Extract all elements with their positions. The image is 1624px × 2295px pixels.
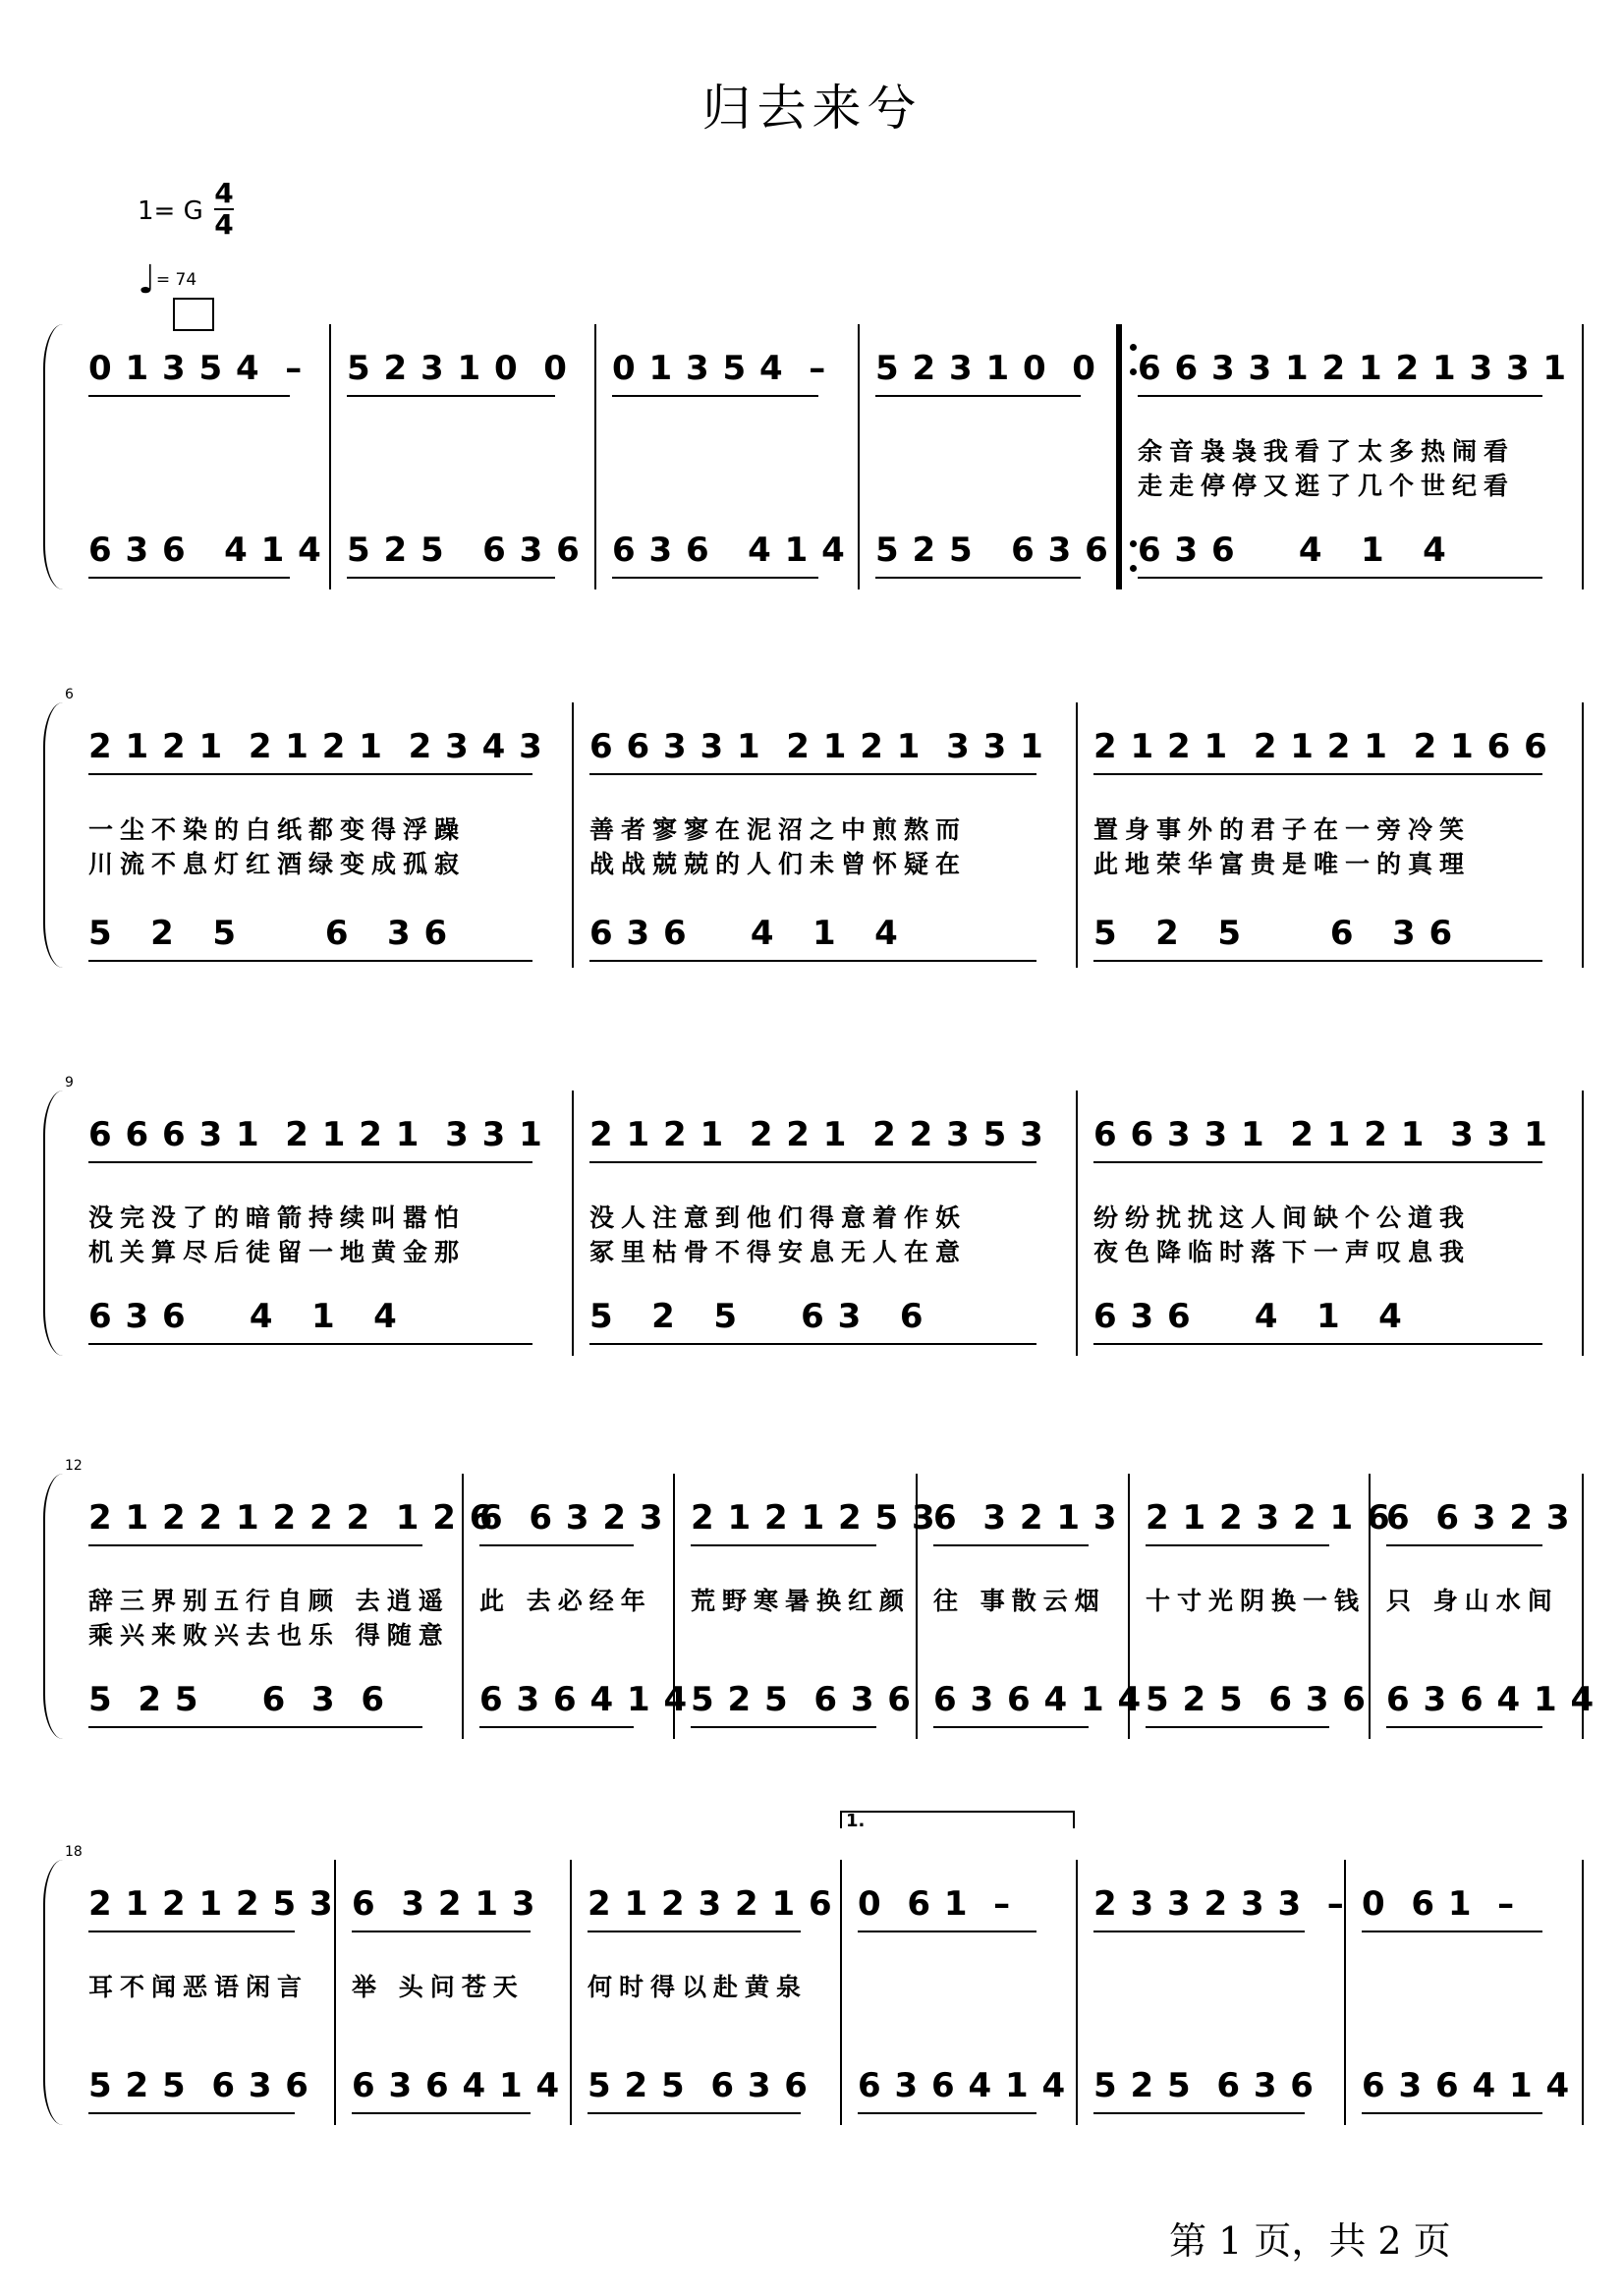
bass-notes: 6 3 6 4 1 4 — [589, 914, 899, 953]
lyrics-verse-2: 川流不息灯红酒绿变成孤寂 — [88, 850, 467, 878]
bass-notes: 6 3 6 4 1 4 — [933, 1680, 1143, 1719]
bass-underline — [479, 1726, 634, 1728]
beam-underline — [1146, 1544, 1329, 1546]
barline — [1582, 324, 1584, 589]
barline — [1582, 1091, 1584, 1356]
bass-notes: 5 2 5 6 3 6 — [347, 531, 581, 570]
lyrics-verse-1: 置身事外的君子在一旁冷笑 — [1093, 815, 1472, 844]
melody-notes: 2 1 2 3 2 1 6 — [1146, 1498, 1391, 1538]
page-number: 第 1 页，共 2 页 — [1169, 2219, 1451, 2263]
system-number: 6 — [65, 687, 74, 702]
beam-underline — [1093, 773, 1542, 775]
melody-notes: 6 6 3 3 1 2 1 2 1 3 3 1 — [589, 727, 1044, 766]
bass-notes: 5 2 5 6 3 6 — [88, 1680, 385, 1719]
barline — [840, 1860, 842, 2125]
lyrics-verse-1: 辞三界别五行自顾 去逍遥 — [88, 1587, 450, 1615]
melody-notes: 2 1 2 2 1 2 2 2 1 2 6 — [88, 1498, 494, 1538]
melody-notes: 5 2 3 1 0 0 — [875, 349, 1096, 388]
bass-notes: 5 2 5 6 3 6 — [88, 2066, 309, 2105]
system-brace — [43, 1860, 63, 2125]
bass-notes: 5 2 5 6 3 6 — [875, 531, 1109, 570]
beam-underline — [88, 1931, 295, 1932]
repeat-dot — [1130, 565, 1137, 572]
melody-notes: 6 6 3 3 1 2 1 2 1 3 3 1 — [1138, 349, 1568, 388]
time-signature — [212, 179, 236, 240]
repeat-dot — [1130, 368, 1137, 375]
bass-notes: 6 3 6 4 1 4 — [352, 2066, 561, 2105]
lyrics-verse-2: 夜色降临时落下一声叹息我 — [1093, 1238, 1472, 1266]
bass-underline — [1362, 2112, 1542, 2114]
bass-underline — [933, 1726, 1089, 1728]
melody-notes: 6 6 3 2 3 — [479, 1498, 664, 1538]
key-signature: 1= G — [138, 196, 203, 226]
bass-underline — [1386, 1726, 1542, 1728]
bass-notes: 5 2 5 6 3 6 — [88, 914, 449, 953]
lyrics-verse-1: 何时得以赴黄泉 — [588, 1973, 809, 2001]
beam-underline — [1093, 1161, 1542, 1163]
bass-underline — [1093, 1343, 1542, 1345]
melody-notes: 2 1 2 1 2 1 2 1 2 1 6 6 — [1093, 727, 1548, 766]
bass-notes: 5 2 5 6 3 6 — [1093, 914, 1454, 953]
lyrics-verse-1: 没完没了的暗箭持续叫嚣怕 — [88, 1203, 467, 1232]
lyrics-verse-1: 没人注意到他们得意着作妖 — [589, 1203, 968, 1232]
bass-underline — [88, 2112, 295, 2114]
melody-notes: 0 6 1 – — [1362, 1884, 1516, 1924]
beam-underline — [352, 1931, 531, 1932]
bass-underline — [588, 2112, 801, 2114]
bass-underline — [88, 577, 290, 579]
beam-underline — [88, 1161, 532, 1163]
bass-notes: 5 2 5 6 3 6 — [691, 1680, 912, 1719]
bass-underline — [691, 1726, 876, 1728]
barline — [572, 702, 574, 968]
melody-notes: 6 6 3 2 3 — [1386, 1498, 1571, 1538]
beam-underline — [691, 1544, 876, 1546]
barline — [572, 1091, 574, 1356]
system-number: 12 — [65, 1458, 83, 1474]
bass-underline — [88, 1726, 422, 1728]
bass-notes: 6 3 6 4 1 4 — [1138, 531, 1447, 570]
bass-underline — [612, 577, 818, 579]
quarter-note-icon: ♩ — [138, 257, 156, 303]
lyrics-verse-1: 纷纷扰扰这人间缺个公道我 — [1093, 1203, 1472, 1232]
lyrics-verse-2: 此地荣华富贵是唯一的真理 — [1093, 850, 1472, 878]
beam-underline — [1138, 395, 1542, 397]
barline — [334, 1860, 336, 2125]
barline — [858, 324, 860, 589]
beam-underline — [612, 395, 818, 397]
bass-notes: 5 2 5 6 3 6 — [1093, 2066, 1315, 2105]
beam-underline — [1093, 1931, 1305, 1932]
lyrics-verse-1: 往 事散云烟 — [933, 1587, 1106, 1615]
beam-underline — [933, 1544, 1089, 1546]
system-brace — [43, 1474, 63, 1739]
beam-underline — [479, 1544, 634, 1546]
system-number: 9 — [65, 1075, 74, 1091]
bass-underline — [88, 960, 532, 962]
lyrics-verse-1: 荒野寒暑换红颜 — [691, 1587, 912, 1615]
melody-notes: 2 1 2 1 2 1 2 1 2 3 4 3 — [88, 727, 543, 766]
lyrics-verse-1: 十寸光阴换一钱 — [1146, 1587, 1367, 1615]
bass-notes: 6 3 6 4 1 4 — [1093, 1297, 1403, 1336]
melody-notes: 6 6 3 3 1 2 1 2 1 3 3 1 — [1093, 1115, 1548, 1154]
lyrics-verse-2: 走走停停又逛了几个世纪看 — [1138, 472, 1516, 500]
bass-underline — [1138, 577, 1542, 579]
barline — [1582, 1860, 1584, 2125]
rehearsal-box — [173, 298, 214, 331]
melody-notes: 2 1 2 3 2 1 6 — [588, 1884, 833, 1924]
bass-underline — [875, 577, 1081, 579]
repeat-dot — [1130, 344, 1137, 351]
repeat-dot — [1130, 540, 1137, 547]
bass-notes: 5 2 5 6 3 6 — [589, 1297, 924, 1336]
melody-notes: 6 3 2 1 3 — [352, 1884, 536, 1924]
melody-notes: 6 6 6 3 1 2 1 2 1 3 3 1 — [88, 1115, 543, 1154]
beam-underline — [88, 773, 532, 775]
lyrics-verse-2: 机关算尽后徒留一地黄金那 — [88, 1238, 467, 1266]
meter-top: 4 — [214, 177, 234, 209]
beam-underline — [1386, 1544, 1542, 1546]
beam-underline — [589, 773, 1036, 775]
bass-underline — [1093, 960, 1542, 962]
barline — [594, 324, 596, 589]
bass-underline — [1093, 2112, 1305, 2114]
beam-underline — [88, 1544, 422, 1546]
system-number: 18 — [65, 1844, 83, 1860]
barline — [1582, 702, 1584, 968]
melody-notes: 5 2 3 1 0 0 — [347, 349, 568, 388]
bass-notes: 6 3 6 4 1 4 — [858, 2066, 1067, 2105]
bass-underline — [88, 1343, 532, 1345]
bass-underline — [858, 2112, 1036, 2114]
melody-notes: 0 1 3 5 4 – — [612, 349, 827, 388]
beam-underline — [588, 1931, 801, 1932]
lyrics-verse-2: 战战兢兢的人们未曾怀疑在 — [589, 850, 968, 878]
volta-label: 1. — [846, 1811, 866, 1831]
lyrics-verse-1: 此 去必经年 — [479, 1587, 652, 1615]
barline — [1076, 702, 1078, 968]
beam-underline — [858, 1931, 1036, 1932]
beam-underline — [875, 395, 1081, 397]
volta-bracket — [840, 1811, 1075, 1828]
bass-notes: 6 3 6 4 1 4 — [88, 1297, 398, 1336]
melody-notes: 2 1 2 1 2 5 3 — [88, 1884, 334, 1924]
barline — [329, 324, 331, 589]
barline — [570, 1860, 572, 2125]
beam-underline — [1362, 1931, 1542, 1932]
bass-notes: 5 2 5 6 3 6 — [588, 2066, 809, 2105]
bass-underline — [347, 577, 555, 579]
meter-bottom: 4 — [214, 208, 234, 241]
lyrics-verse-1: 善者寥寥在泥沼之中煎熬而 — [589, 815, 968, 844]
system-brace — [43, 1091, 63, 1356]
bass-underline — [589, 1343, 1036, 1345]
melody-notes: 2 3 3 2 3 3 – — [1093, 1884, 1345, 1924]
lyrics-verse-1: 一尘不染的白纸都变得浮躁 — [88, 815, 467, 844]
lyrics-verse-1: 举 头问苍天 — [352, 1973, 525, 2001]
bass-underline — [352, 2112, 531, 2114]
melody-notes: 0 6 1 – — [858, 1884, 1012, 1924]
lyrics-verse-1: 余音袅袅我看了太多热闹看 — [1138, 437, 1516, 466]
beam-underline — [347, 395, 555, 397]
barline — [1076, 1860, 1078, 2125]
lyrics-verse-2: 乘兴来败兴去也乐 得随意 — [88, 1621, 450, 1650]
bass-notes: 6 3 6 4 1 4 — [612, 531, 846, 570]
tempo-value: = 74 — [155, 270, 197, 290]
melody-notes: 6 3 2 1 3 — [933, 1498, 1118, 1538]
lyrics-verse-1: 只 身山水间 — [1386, 1587, 1559, 1615]
melody-notes: 2 1 2 1 2 5 3 — [691, 1498, 936, 1538]
repeat-barline — [1116, 324, 1122, 589]
melody-notes: 0 1 3 5 4 – — [88, 349, 304, 388]
score-title: 归去来兮 — [701, 80, 923, 137]
bass-notes: 6 3 6 4 1 4 — [1362, 2066, 1571, 2105]
beam-underline — [589, 1161, 1036, 1163]
beam-underline — [88, 395, 290, 397]
bass-notes: 6 3 6 4 1 4 — [88, 531, 322, 570]
bass-underline — [589, 960, 1036, 962]
system-brace — [43, 324, 63, 589]
melody-notes: 2 1 2 1 2 2 1 2 2 3 5 3 — [589, 1115, 1044, 1154]
bass-notes: 5 2 5 6 3 6 — [1146, 1680, 1367, 1719]
bass-underline — [1146, 1726, 1329, 1728]
bass-notes: 6 3 6 4 1 4 — [479, 1680, 689, 1719]
tempo-marking — [138, 257, 196, 303]
bass-notes: 6 3 6 4 1 4 — [1386, 1680, 1596, 1719]
barline — [1076, 1091, 1078, 1356]
system-brace — [43, 702, 63, 968]
lyrics-verse-2: 冢里枯骨不得安息无人在意 — [589, 1238, 968, 1266]
lyrics-verse-1: 耳不闻恶语闲言 — [88, 1973, 309, 2001]
